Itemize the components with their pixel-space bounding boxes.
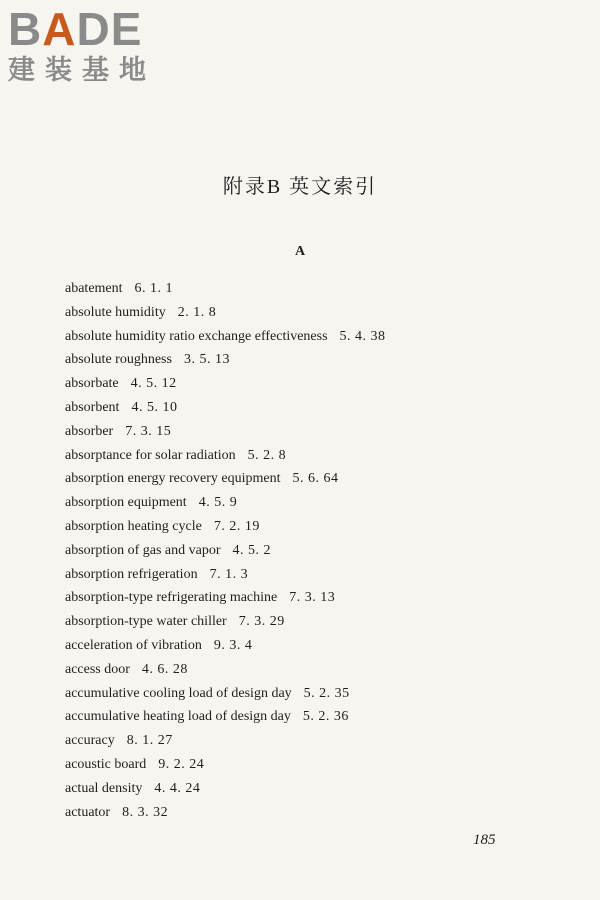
bade-logo bbox=[8, 3, 156, 88]
index-term: absolute roughness bbox=[65, 352, 172, 368]
index-term: acceleration of vibration bbox=[65, 637, 202, 653]
index-entry bbox=[65, 803, 386, 827]
index-reference: 7. 1. 3 bbox=[209, 566, 249, 582]
index-entry bbox=[65, 422, 386, 446]
index-reference: 3. 5. 13 bbox=[183, 352, 230, 368]
index-reference: 5. 6. 64 bbox=[292, 471, 339, 487]
index-term: absorption heating cycle bbox=[65, 518, 202, 534]
index-reference: 5. 2. 35 bbox=[303, 685, 350, 701]
page-title: 附录B 英文索引 bbox=[222, 176, 378, 198]
index-reference: 4. 6. 28 bbox=[141, 661, 188, 677]
index-term: absorber bbox=[65, 423, 114, 439]
index-term: acoustic board bbox=[65, 756, 147, 772]
logo-wordmark: BADE bbox=[8, 3, 143, 55]
index-reference: 2. 1. 8 bbox=[177, 304, 217, 320]
page-number: 185 bbox=[473, 832, 496, 848]
index-term: access door bbox=[65, 661, 130, 677]
index-entry bbox=[65, 684, 386, 708]
index-term: abatement bbox=[65, 281, 123, 296]
index-term: absolute humidity bbox=[65, 304, 166, 320]
index-reference: 4. 5. 10 bbox=[131, 399, 178, 415]
index-reference: 7. 2. 19 bbox=[213, 518, 260, 534]
index-entry bbox=[65, 374, 386, 398]
index-term: absorptance for solar radiation bbox=[65, 447, 236, 463]
index-reference: 8. 1. 27 bbox=[126, 733, 173, 749]
index-term: accumulative heating load of design day bbox=[65, 709, 291, 725]
index-term: absorption-type refrigerating machine bbox=[65, 590, 278, 606]
index-term: absorption-type water chiller bbox=[65, 614, 227, 630]
index-reference: 4. 4. 24 bbox=[154, 780, 201, 796]
index-term: actuator bbox=[65, 804, 111, 820]
index-term: absolute humidity ratio exchange effectiveness bbox=[65, 328, 328, 344]
index-reference: 5. 2. 36 bbox=[302, 709, 349, 725]
index-term: actual density bbox=[65, 780, 143, 796]
logo-chinese-text: 建装基地 bbox=[8, 55, 156, 86]
index-entry bbox=[65, 469, 386, 493]
index-entry bbox=[65, 350, 386, 374]
index-entry bbox=[65, 755, 386, 779]
index-reference: 7. 3. 15 bbox=[125, 423, 172, 439]
index-reference: 5. 4. 38 bbox=[339, 328, 386, 344]
index-term: absorbent bbox=[65, 399, 120, 415]
index-entry bbox=[65, 731, 386, 755]
index-entry bbox=[65, 588, 386, 612]
index-entry bbox=[65, 660, 386, 684]
logo-accent-letter: A bbox=[42, 3, 77, 55]
index-term: absorbate bbox=[65, 376, 119, 392]
index-entry bbox=[65, 279, 386, 303]
index-reference: 4. 5. 9 bbox=[198, 495, 238, 511]
index-reference: 4. 5. 2 bbox=[232, 542, 272, 558]
index-entry bbox=[65, 493, 386, 517]
index-entry bbox=[65, 327, 386, 351]
index-term: absorption energy recovery equipment bbox=[65, 471, 281, 487]
index-entry bbox=[65, 707, 386, 731]
index-term: absorption refrigeration bbox=[65, 566, 198, 582]
index-reference: 8. 3. 32 bbox=[122, 804, 169, 820]
index-entry bbox=[65, 612, 386, 636]
index-reference: 9. 2. 24 bbox=[158, 756, 205, 772]
index-entry bbox=[65, 517, 386, 541]
index-entry-list bbox=[65, 279, 386, 826]
index-term: absorption equipment bbox=[65, 495, 187, 511]
index-reference: 7. 3. 13 bbox=[289, 590, 336, 606]
index-reference: 4. 5. 12 bbox=[130, 376, 177, 392]
index-entry bbox=[65, 446, 386, 470]
index-term: accuracy bbox=[65, 733, 115, 749]
index-reference: 7. 3. 29 bbox=[238, 614, 285, 630]
index-reference: 5. 2. 8 bbox=[247, 447, 287, 463]
section-letter: A bbox=[294, 244, 306, 259]
index-entry bbox=[65, 565, 386, 589]
index-entry bbox=[65, 541, 386, 565]
index-entry bbox=[65, 636, 386, 660]
index-reference: 9. 3. 4 bbox=[213, 637, 253, 653]
index-entry bbox=[65, 398, 386, 422]
index-entry bbox=[65, 303, 386, 327]
index-entry bbox=[65, 779, 386, 803]
index-term: accumulative cooling load of design day bbox=[65, 685, 292, 701]
index-term: absorption of gas and vapor bbox=[65, 542, 221, 558]
index-reference: 6. 1. 1 bbox=[134, 281, 174, 296]
